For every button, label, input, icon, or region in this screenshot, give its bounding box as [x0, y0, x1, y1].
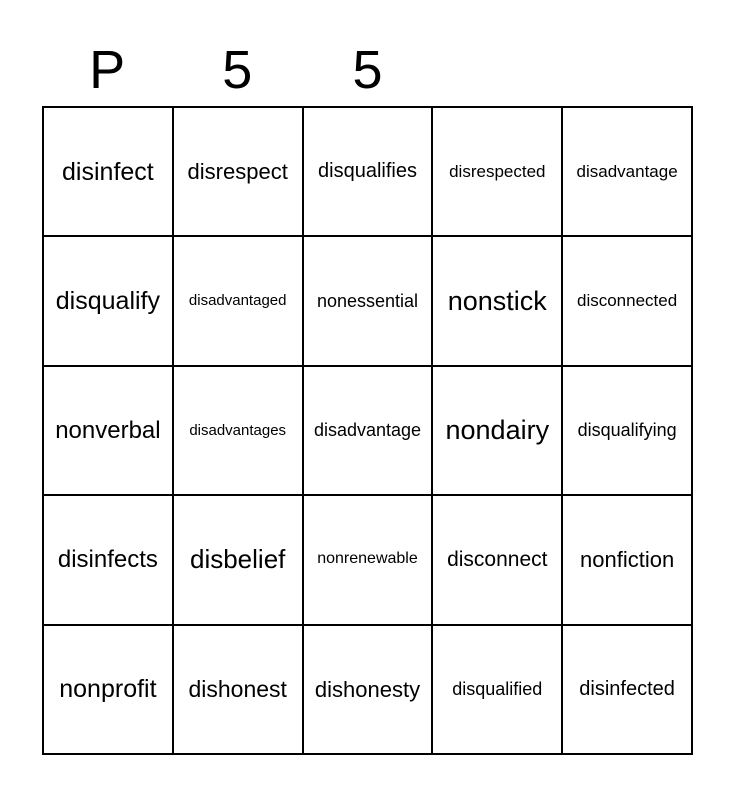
bingo-cell[interactable]	[174, 496, 304, 625]
bingo-cell-label: nonessential	[316, 290, 419, 311]
bingo-cell[interactable]	[304, 626, 434, 755]
bingo-cell[interactable]	[304, 496, 434, 625]
bingo-cell-label: disinfected	[579, 677, 675, 700]
bingo-cell[interactable]	[304, 367, 434, 496]
bingo-cell-label: dishonesty	[314, 676, 421, 702]
bingo-cell[interactable]	[44, 367, 174, 496]
bingo-cell-label: disqualify	[55, 286, 161, 315]
bingo-cell-label: dishonest	[188, 676, 287, 703]
bingo-cell[interactable]	[563, 496, 693, 625]
bingo-cell[interactable]	[44, 237, 174, 366]
bingo-cell[interactable]	[174, 626, 304, 755]
bingo-cell-label: nonfiction	[580, 547, 675, 573]
bingo-header-letter-3: 5	[352, 40, 383, 100]
bingo-cell-label: disinfects	[57, 546, 158, 574]
bingo-cell[interactable]	[174, 237, 304, 366]
bingo-cell[interactable]	[563, 237, 693, 366]
bingo-cell[interactable]	[304, 108, 434, 237]
bingo-cell-label: disinfect	[62, 157, 154, 186]
bingo-cell-label: nonprofit	[59, 675, 157, 704]
bingo-cell[interactable]	[563, 108, 693, 237]
bingo-cell[interactable]	[563, 626, 693, 755]
bingo-cell[interactable]	[433, 108, 563, 237]
bingo-cell-label: disrespected	[449, 161, 546, 181]
bingo-cell-label: disadvantaged	[188, 292, 287, 310]
bingo-cell[interactable]	[44, 108, 174, 237]
bingo-cell[interactable]	[433, 367, 563, 496]
bingo-header-letter-1: P	[89, 40, 126, 100]
bingo-cell-label: disconnected	[577, 291, 678, 311]
bingo-cell-label: disadvantages	[189, 421, 287, 439]
bingo-cell[interactable]	[563, 367, 693, 496]
bingo-cell[interactable]	[174, 367, 304, 496]
bingo-cell[interactable]	[44, 496, 174, 625]
bingo-grid	[42, 106, 693, 755]
bingo-cell[interactable]	[174, 108, 304, 237]
bingo-cell-label: nondairy	[445, 415, 550, 446]
bingo-cell-label: nonstick	[447, 285, 547, 316]
bingo-cell-label: disrespect	[187, 159, 288, 185]
bingo-cell-label: disconnect	[447, 547, 548, 571]
bingo-header-letter-2: 5	[222, 40, 253, 100]
bingo-cell-label: disqualifies	[318, 160, 417, 183]
bingo-cell[interactable]	[304, 237, 434, 366]
bingo-cell-label: nonverbal	[55, 416, 161, 444]
bingo-cell-label: disadvantage	[576, 161, 678, 181]
bingo-header-row	[42, 34, 693, 106]
bingo-cell[interactable]	[433, 237, 563, 366]
bingo-cell-label: nonrenewable	[317, 550, 418, 568]
bingo-cell-label: disqualifying	[577, 420, 677, 441]
bingo-cell[interactable]	[433, 496, 563, 625]
bingo-cell-label: disadvantage	[313, 420, 422, 441]
bingo-cell[interactable]	[433, 626, 563, 755]
bingo-cell[interactable]	[44, 626, 174, 755]
bingo-cell-label: disbelief	[189, 544, 286, 575]
bingo-cell-label: disqualified	[452, 678, 543, 699]
